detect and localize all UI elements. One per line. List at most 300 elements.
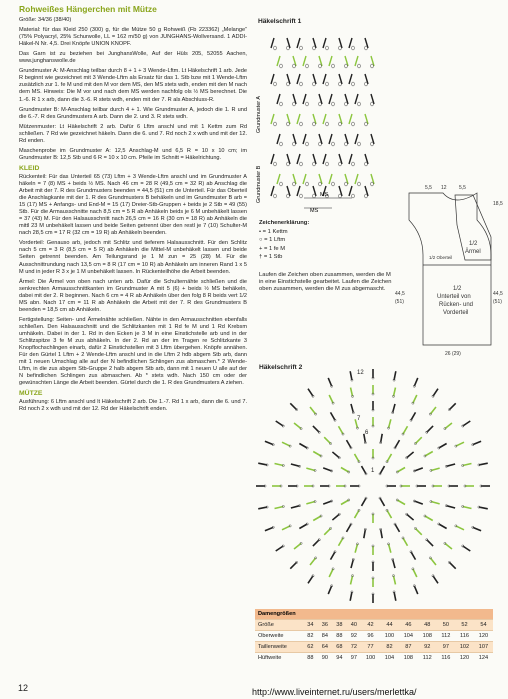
size-cell: 84: [318, 631, 333, 642]
size-cell: 38: [332, 620, 347, 631]
size-cell: 64: [318, 642, 333, 653]
size-cell: 124: [474, 653, 493, 664]
size-cell: 92: [347, 631, 362, 642]
chart2-stitch: [478, 506, 488, 509]
chart2-stitch: [413, 468, 423, 472]
size-table-row: [255, 620, 493, 631]
chart2-stitch: [430, 500, 440, 503]
chart1-stitch: [297, 38, 302, 50]
dim-bottom: 26 (29): [445, 351, 461, 357]
chart2-stitch: [364, 528, 367, 538]
top-part-label: 1/2 Oberteil: [429, 255, 453, 260]
chart1-stitch: [303, 94, 308, 106]
chart2-stitch: [394, 523, 400, 532]
chart1-stitch: [287, 38, 290, 50]
round-label: 6: [365, 430, 369, 436]
chart2-symbols: [256, 369, 490, 603]
chart2-stitch: [294, 423, 302, 430]
chart2-stitch: [380, 528, 383, 538]
chart1-stitch: [293, 94, 296, 106]
chart2-stitch: [480, 485, 490, 487]
chart1-stitch: [313, 38, 316, 50]
chart2-stitch: [430, 468, 440, 471]
chart1-stitch: [339, 38, 342, 50]
round-label: 1: [371, 468, 375, 474]
size-cell: 116: [455, 631, 474, 642]
size-cell: 120: [474, 631, 493, 642]
chart1-stitch: [271, 74, 276, 86]
chart2-stitch: [362, 497, 368, 506]
dim-top: 12: [441, 185, 447, 191]
source-url: http://www.liveinternet.ru/users/merlettka/: [252, 687, 417, 697]
chart1-stitch: [277, 174, 282, 186]
size-cell: 82: [380, 642, 399, 653]
chart1-stitch: [319, 174, 322, 186]
chart2-stitch: [380, 434, 383, 444]
chart1-stitch: [319, 134, 322, 146]
chart2-stitch: [351, 575, 354, 585]
chart1-symbols: [271, 38, 374, 198]
size-row-label: Taillenweite: [255, 642, 303, 653]
chart2-stitch: [347, 440, 353, 449]
bottom-part-label: 1/2: [453, 286, 462, 292]
chart1-stitch: [329, 94, 334, 106]
chart1-stitch: [287, 114, 290, 126]
chart2-stitch: [455, 525, 464, 530]
size-cell: 92: [418, 642, 437, 653]
chart2-stitch: [412, 568, 417, 577]
bottom-part-label: Unterteil von: [437, 294, 471, 300]
pattern-a-label: Grundmuster A: [256, 96, 262, 133]
chart2-stitch: [410, 412, 416, 421]
chart2-stitch: [455, 442, 464, 447]
chart1-stitch: [329, 134, 334, 146]
chart2-stitch: [324, 437, 331, 444]
size-cell: 100: [361, 653, 380, 664]
chart2-stitch: [426, 539, 433, 546]
finishing-paragraph: Fertigstellung: Seiten- und Ärmelnähte schließen. Nähte in den Armausschnitten ebenfalls schließen. Den Halsausschnitt und die Schlitzkanten mit 1 Rd fe M und 1 Rd Krebsm umhäkeln. Dabei in der 1. Rd in den Ecken je 3 M in eine Einstichstelle arb und in der Schlitzspitze 3 fe M zus abhäkeln. In der 2. Rd an der im Tragen re Schlitzkante 3 Knopflochschlingen einarb, dafür 2 Einstichstellen mit 3 Lftm übergehen. Knöpfe annähen. Für den Gürtel 1 Lftm + 2 Wende-Lftm anschl und in die Lftm 2 hdb abgem Stb arb, dann mit 1 neuen Umschlag alle auf der N befindlichen Schlingen zus abmaschen.* 2 Wende-Lftm, in die zus abgem Stb-Gruppe 2 halb abgem Stb arb, dann mit 1 neuen U alle auf der N befindlichen Schlingen zus abmaschen. Ab * stets wdh. Nach 150 cm oder der gewünschten Länge die Arbeit beenden. Gürtel durch die 1. R des Grundmusters A ziehen.: [19, 316, 247, 387]
chart2-stitch: [332, 513, 340, 520]
chart1-stitch: [345, 134, 348, 146]
chart1-stitch: [297, 114, 302, 126]
round-label: 7: [357, 416, 361, 422]
chart2-stitch: [412, 395, 417, 404]
chart1-stitch: [339, 74, 342, 86]
diagram1-title: Häkelschrift 1: [258, 18, 302, 25]
chart2-stitch: [351, 404, 354, 414]
size-cell: 102: [455, 642, 474, 653]
chart2-stitch: [438, 444, 447, 450]
dim-right: 18,5: [493, 201, 503, 207]
chart1-stitch: [277, 56, 282, 68]
chart2-stitch: [429, 557, 436, 565]
chart1-stitch: [355, 174, 360, 186]
chart1-stitch: [313, 114, 316, 126]
size-cell: 88: [332, 631, 347, 642]
hat-pattern-paragraph: Mützenmuster: Lt Häkelschrift 2 arb. Dafür 6 Lftm anschl und mit 1 Kettm zum Rd schließen. 7 Rd wie gezeichnet häkeln. Dann die 6. und 7. Rd noch 2 x wdh und mit der 12. Rd enden.: [19, 123, 247, 144]
symbol-note: Laufen die Zeichen oben zusammen, werden die M in eine Einstichstelle gearbeitet. Laufen die Zeichen oben zusammen, werden die M zus abgemascht.: [259, 272, 392, 293]
chart1-stitch: [349, 154, 354, 166]
chart1-stitch: [339, 114, 342, 126]
chart1-stitch: [319, 94, 322, 106]
legend-item: † = 1 Stb: [259, 254, 283, 260]
pattern-a-paragraph: Grundmuster A: M-Anschlag teilbar durch 8 + 1 + 3 Wende-Lftm. Lt Häkelschrift 1 arb. Jede R beginnt wie gezeichnet mit 3 Wende-Lftm als Ersatz für das 1. Stb bzw mit 1 Wende-Lftm zusätzlich zur 1. fe M und mit den M vor dem MS, den MS stets wdh, enden mit den M nach dem MS. Hinweis: Die M vor und nach dem MS werden nachfolg ols ½ MS berechnet. Die 1.-6. R 1 x arb, dann die 3.-6. R stets wdh, enden mit der 7. R als Abschluss-R.: [19, 68, 247, 103]
chart2-stitch: [413, 378, 418, 387]
diagram2-title: Häkelschrift 2: [259, 364, 303, 371]
chart2-stitch: [329, 395, 334, 404]
size-row-label: Hüftweite: [255, 653, 303, 664]
chart1-stitch: [339, 186, 342, 198]
chart1-stitch: [293, 134, 296, 146]
chart2-stitch: [448, 485, 458, 487]
chart2-stitch: [426, 426, 433, 433]
size-cell: 107: [474, 642, 493, 653]
chart2-stitch: [294, 542, 302, 549]
chart2-stitch: [438, 523, 447, 529]
chart2-stitch: [306, 500, 316, 503]
pattern-b-paragraph: Grundmuster B: M-Anschlag teilbar durch 4 + 1. Wie Grundmuster A, jedoch die 1. R und die 6.-7. R des Grundmusters A arb. Dann die 2. und 3. R stets wdh.: [19, 106, 247, 120]
legend-item: + = 1 fe M: [259, 245, 286, 252]
chart2-stitch: [290, 403, 297, 410]
size-cell: 62: [303, 642, 318, 653]
chart2-stitch: [313, 426, 320, 433]
size-cell: 97: [437, 642, 455, 653]
chart2-stitch: [331, 412, 337, 421]
size-cell: 46: [399, 620, 418, 631]
chart2-stitch: [350, 371, 353, 381]
chart2-stitch: [336, 485, 346, 487]
legend-title: Zeichenerklärung:: [259, 220, 310, 226]
dim-top: 5,5: [425, 185, 432, 191]
chart2-stitch: [410, 551, 416, 560]
size-table-row: [255, 653, 493, 664]
schematic-outline: [409, 193, 491, 345]
chart2-stitch: [282, 442, 291, 447]
section-heading-dress: KLEID: [19, 164, 40, 172]
chart1-stitch: [345, 94, 348, 106]
chart1-stitch: [323, 74, 328, 86]
chart1-stitch: [287, 186, 290, 198]
chart2-stitch: [331, 551, 337, 560]
chart2-stitch: [393, 371, 396, 381]
size-cell: 82: [303, 631, 318, 642]
size-cell: 108: [418, 631, 437, 642]
chart2-stitch: [372, 593, 374, 603]
chart2-stitch: [372, 417, 374, 427]
size-cell: 120: [455, 653, 474, 664]
chart2-stitch: [350, 591, 353, 601]
chart2-stitch: [313, 515, 322, 521]
chart2-stitch: [448, 403, 455, 410]
chart2-stitch: [432, 389, 438, 398]
chart2-stitch: [402, 537, 408, 546]
chart2-stitch: [424, 452, 433, 458]
size-cell: 97: [347, 653, 362, 664]
chart2-stitch: [282, 525, 291, 530]
chart2-stitch: [275, 464, 285, 467]
chart2-stitch: [396, 468, 405, 474]
chart2-stitch: [396, 499, 405, 505]
chart1-stitch: [371, 94, 374, 106]
size-cell: 68: [332, 642, 347, 653]
dim-right: (51): [493, 299, 502, 305]
size-cell: 90: [318, 653, 333, 664]
chart1-stitch: [303, 56, 308, 68]
size-row-label: Größe: [255, 620, 303, 631]
pattern-b-label: Grundmuster B: [256, 165, 262, 203]
size-cell: 40: [347, 620, 362, 631]
round-label: 12: [357, 370, 364, 376]
section-heading-hat: MÜTZE: [19, 390, 43, 398]
size-cell: 108: [399, 653, 418, 664]
chart2-stitch: [256, 485, 266, 487]
chart2-stitch: [392, 558, 395, 568]
gauge-paragraph: Maschenprobe im Grundmuster A: 12,5 Anschlag-M und 6,5 R = 10 x 10 cm; im Grundmuster B: 12,5 Stb und 6 R = 10 x 10 cm. Pfeile im Schnitt = Häkelrichtung.: [19, 147, 247, 161]
chart2-stitch: [444, 542, 452, 549]
chart2-stitch: [372, 577, 374, 587]
legend-item: • = 1 Kettm: [259, 228, 288, 235]
size-cell: 42: [361, 620, 380, 631]
dim-top: 5,5: [459, 185, 466, 191]
legend-item: ○ = 1 Lftm: [259, 237, 286, 243]
chart1-stitch: [345, 56, 348, 68]
chart2-stitch: [288, 485, 298, 487]
chart2-stitch: [347, 523, 353, 532]
chart2-stitch: [386, 509, 392, 518]
chart2-stitch: [406, 513, 414, 520]
chart2-stitch: [445, 464, 455, 467]
chart2-stitch: [372, 513, 374, 523]
chart2-stitch: [372, 561, 374, 571]
sleeve-label: 1/2: [469, 241, 478, 247]
chart2-stitch: [313, 539, 320, 546]
size-table: [255, 609, 493, 663]
bottom-part-label: Vorderteil: [443, 310, 469, 316]
size-row-label: Oberweite: [255, 631, 303, 642]
chart1-stitch: [293, 174, 296, 186]
ms-label-b: MS: [310, 208, 319, 213]
supplier-paragraph: Das Garn ist zu beziehen bei JunghansWolle, Auf der Hüls 205, 52055 Aachen, www.junghanswolle.de: [19, 51, 247, 65]
size-cell: 112: [437, 631, 455, 642]
size-cell: 87: [399, 642, 418, 653]
chart2-stitch: [320, 485, 330, 487]
chart2-stitch: [324, 527, 331, 534]
size-paragraph: Größe: 34/36 (38/40): [19, 17, 72, 24]
crochet-chart-2: [255, 368, 495, 603]
chart2-stitch: [350, 485, 360, 487]
chart2-stitch: [299, 523, 308, 529]
chart1-stitch: [303, 174, 308, 186]
size-cell: 77: [361, 642, 380, 653]
size-cell: 54: [474, 620, 493, 631]
chart1-stitch: [365, 38, 368, 50]
chart1-stitch: [271, 114, 276, 126]
chart2-stitch: [308, 575, 314, 584]
chart1-stitch: [349, 114, 354, 126]
size-cell: 72: [347, 642, 362, 653]
chart1-stitch: [365, 74, 368, 86]
chart1-stitch: [313, 74, 316, 86]
chart2-stitch: [323, 500, 333, 504]
ms-label-a: MS: [320, 192, 329, 198]
chart1-stitch: [355, 94, 360, 106]
garment-schematic: [395, 165, 505, 365]
chart1-stitch: [293, 56, 296, 68]
chart2-stitch: [332, 452, 340, 459]
chart2-stitch: [291, 464, 301, 467]
size-table-title: Damengrößen: [255, 609, 493, 620]
chart2-stitch: [372, 449, 374, 459]
chart1-stitch: [277, 134, 282, 146]
chart1-stitch: [349, 38, 354, 50]
size-cell: 104: [380, 653, 399, 664]
crochet-chart-1: [252, 28, 392, 213]
size-table-row: [255, 642, 493, 653]
chart1-stitch: [323, 38, 328, 50]
chart2-stitch: [276, 421, 285, 427]
chart1-stitch: [313, 154, 316, 166]
chart2-stitch: [355, 454, 361, 463]
chart2-stitch: [355, 509, 361, 518]
chart2-stitch: [414, 527, 421, 534]
chart1-stitch: [339, 154, 342, 166]
chart2-stitch: [372, 385, 374, 395]
chart1-stitch: [297, 154, 302, 166]
size-cell: 36: [318, 620, 333, 631]
chart2-stitch: [372, 545, 374, 555]
chart2-stitch: [416, 485, 426, 487]
size-cell: 34: [303, 620, 318, 631]
chart2-stitch: [372, 401, 374, 411]
size-cell: 52: [455, 620, 474, 631]
sleeve-label: Ärmel: [465, 249, 481, 255]
sleeve-paragraph: Ärmel: Die Ärmel von oben nach unten arb. Dafür die Schulternähte schließen und die senkrechten Armausschnittkanten im Grundmuster A mit 5 (6) + beids ½ MS behäkeln, dabei mit der 2. R beginnen. Nach 6 cm = 4 R ab Anhäkeln über den folg 8 R beids vert 1/2 MS abn. Nach 17 cm = 11 R ab Anhäkeln die Arbeit mit der 7. R des Grundmusters B beenden = 18,5 cm ab Anhäkeln.: [19, 278, 247, 313]
chart1-stitch: [313, 186, 316, 198]
material-paragraph: Material: für das Kleid 250 (300) g, für die Mütze 50 g Rohweiß (Fb 223362) „Melange“ (75% Polyacryl, 25% Schurwolle, LL = 162 m/50 g) von JUNGHANS-Wollversand. 1 ADDI-Häkel-N Nr. 4,5. Drei Knöpfe UNION KNOPF.: [19, 27, 247, 48]
symbol-legend: [259, 219, 309, 262]
chart1-stitch: [319, 56, 322, 68]
bottom-part-label: Rücken- und: [439, 302, 474, 308]
size-cell: 96: [361, 631, 380, 642]
chart2-stitch: [329, 568, 334, 577]
chart2-stitch: [413, 585, 418, 594]
chart2-stitch: [387, 419, 390, 429]
size-cell: 116: [437, 653, 455, 664]
chart2-stitch: [448, 561, 455, 568]
size-cell: 48: [418, 620, 437, 631]
chart2-stitch: [478, 463, 488, 466]
chart1-stitch: [365, 154, 368, 166]
size-cell: 104: [399, 631, 418, 642]
chart2-stitch: [432, 575, 438, 584]
instructions-column: [19, 6, 247, 416]
hat-instructions-paragraph: Ausführung: 6 Lftm anschl und lt Häkelschrift 2 arb. Die 1.-7. Rd 1 x arb, dann die 6. und 7. Rd noch 2 x wdh und mit der 12. Rd der Häkelschrift enden.: [19, 399, 247, 413]
chart2-stitch: [291, 505, 301, 508]
chart2-stitch: [394, 440, 400, 449]
chart1-stitch: [271, 154, 276, 166]
chart2-stitch: [462, 421, 471, 427]
chart1-stitch: [365, 186, 368, 198]
back-piece-paragraph: Rückenteil: Für das Unterteil 65 (73) Lftm + 3 Wende-Lftm anschl und im Grundmuster A häkeln = 7 (8) MS + beids ½ MS. Nach 46 cm = 28 R (49,5 cm = 32 R) ab Anschlag die Arbeit mit der 7. R des Grundmusters beenden = 44,5 (51) cm de Unterteil. Für das Oberteil die Anschlagkante mit der 1. R des Grundmusters B behäkeln und im Grundmuster B arb = 15 (17) MS + Anfangs- und End-M = 15 (17) Dreier-Stb-Gruppen + beids je 2 Stb = 49 (55) Stb. Für die Armausschnitte nach 8,5 cm = 5 R ab Anhäkeln beids je 6 M unbehäkelt lassen = 37 (43) M. Für den Halsausschnitt nach 26,5 cm = 16 R (30 cm = 18 R) ab Anhäkeln die mittl 23 M unbehäkelt lassen und beide Seiten getrennt über den restl je 7 (10) Schulter-M nach 28,5 cm = 17 R (32 cm = 19 R) ab Anhäkeln beenden.: [19, 173, 247, 237]
chart1-stitch: [297, 74, 302, 86]
chart2-stitch: [464, 485, 474, 487]
chart2-stitch: [265, 441, 274, 446]
chart2-stitch: [265, 526, 274, 531]
chart2-stitch: [379, 497, 385, 506]
chart2-stitch: [414, 437, 421, 444]
chart1-stitch: [349, 74, 354, 86]
page-number: 12: [18, 683, 29, 693]
chart2-stitch: [386, 485, 396, 487]
size-cell: 50: [437, 620, 455, 631]
chart2-stitch: [310, 407, 317, 415]
front-piece-paragraph: Vorderteil: Genauso arb, jedoch mit Schlitz und tieferem Halsausschnitt. Für den Schlitz nach 5 cm = 3 R (8,5 cm = 5 R) ab Anhäkeln die Mittel-M unbehäkelt lassen und beide Seiten getrennt beenden. Am Teilungsrand je 1 M zun = 25 (28) M. Für die Ausschnittrundung nach 13,5 cm = 8 R (17 cm = 10 R) ab Anhäkeln am inneren Rand 1 x 5 M und in jeder R 3 x je 1 M unbehäkelt lassen. In Rückenteilhöhe die Arbeit beenden.: [19, 240, 247, 275]
dim-right: 44,5: [493, 291, 503, 297]
chart1-stitch: [355, 134, 360, 146]
chart2-stitch: [272, 485, 282, 487]
size-cell: 94: [332, 653, 347, 664]
chart2-stitch: [351, 388, 354, 398]
chart1-stitch: [355, 56, 360, 68]
chart2-stitch: [339, 426, 345, 435]
chart2-stitch: [275, 505, 285, 508]
chart2-stitch: [393, 591, 396, 601]
chart2-stitch: [299, 444, 308, 450]
chart1-stitch: [323, 114, 328, 126]
chart2-stitch: [400, 485, 410, 487]
chart2-stitch: [362, 466, 368, 475]
chart1-stitch: [371, 174, 374, 186]
chart2-stitch: [462, 464, 472, 467]
chart2-stitch: [341, 499, 350, 505]
chart2-stitch: [276, 545, 285, 551]
chart2-stitch: [472, 526, 481, 531]
chart2-stitch: [355, 543, 358, 553]
size-table-row: [255, 631, 493, 642]
chart2-stitch: [413, 500, 423, 504]
dim-left: (51): [395, 299, 404, 305]
chart2-stitch: [304, 485, 314, 487]
chart2-stitch: [387, 543, 390, 553]
chart2-stitch: [258, 463, 268, 466]
chart1-stitch: [371, 56, 374, 68]
dim-left: 44,5: [395, 291, 405, 297]
chart2-stitch: [402, 426, 408, 435]
size-cell: 88: [303, 653, 318, 664]
size-cell: 112: [418, 653, 437, 664]
chart2-stitch: [386, 454, 392, 463]
chart2-stitch: [306, 468, 316, 471]
chart2-stitch: [339, 537, 345, 546]
chart1-stitch: [365, 114, 368, 126]
chart2-stitch: [392, 404, 395, 414]
chart1-stitch: [371, 134, 374, 146]
chart1-stitch: [345, 174, 348, 186]
chart1-stitch: [349, 186, 354, 198]
article-title: Rohweißes Hängerchen mit Mütze: [19, 4, 157, 14]
chart2-stitch: [372, 369, 374, 379]
chart2-stitch: [323, 468, 333, 472]
chart2-stitch: [379, 466, 385, 475]
chart1-stitch: [329, 56, 334, 68]
chart2-stitch: [258, 506, 268, 509]
chart1-stitch: [303, 134, 308, 146]
chart2-stitch: [392, 575, 395, 585]
chart2-stitch: [341, 468, 350, 474]
chart2-stitch: [313, 452, 322, 458]
chart2-stitch: [444, 423, 452, 430]
chart1-stitch: [329, 174, 334, 186]
